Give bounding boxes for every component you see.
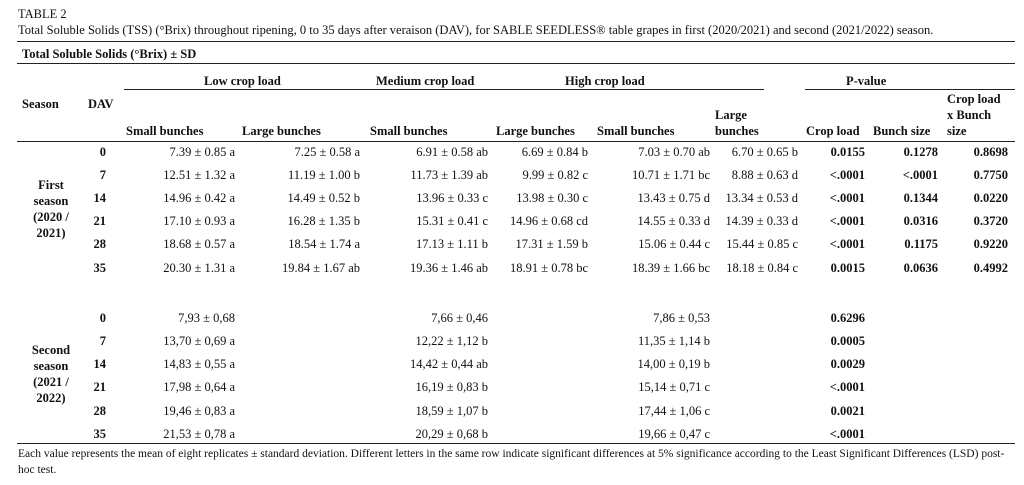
- dav-cell: 7: [99, 334, 106, 348]
- value-cell-low-l: 7.25 ± 0.58 a: [294, 145, 360, 159]
- value-cell-med-l: 6.69 ± 0.84 b: [521, 145, 588, 159]
- season-label-line: Second: [31, 343, 71, 357]
- table-caption: Total Soluble Solids (TSS) (°Brix) throughout ripening, 0 to 35 days after veraison (DAV), for SABLE SEEDLESS® table grapes in first (2020/2021) and second (2021/2022) season.: [18, 23, 934, 37]
- header-interaction-line2: x Bunch: [947, 108, 992, 122]
- value-cell-med-l: 14.96 ± 0.68 cd: [509, 214, 588, 228]
- value-cell-p-crop: 0.0005: [830, 334, 865, 348]
- value-cell-p-crop: <.0001: [829, 191, 865, 205]
- value-cell-p-crop: <.0001: [829, 168, 865, 182]
- value-cell-high: 19,66 ± 0,47 c: [638, 427, 710, 441]
- season-label-line: (2021 /: [33, 375, 69, 389]
- season-label-second: [16, 342, 86, 406]
- value-cell-high: 7,86 ± 0,53: [653, 311, 710, 325]
- value-cell-high: 14,00 ± 0,19 b: [637, 357, 710, 371]
- header-medium-crop-load: Medium crop load: [376, 74, 475, 88]
- value-cell-high-s: 10.71 ± 1.71 bc: [631, 168, 710, 182]
- header-bottom-rule: [17, 141, 1015, 142]
- header-high-large-line1: Large: [715, 108, 747, 122]
- value-cell-p-crop: <.0001: [829, 237, 865, 251]
- value-cell-p-crop: <.0001: [829, 427, 865, 441]
- header-p-value: P-value: [846, 74, 887, 88]
- value-cell-p-crop: 0.6296: [830, 311, 865, 325]
- value-cell-low: 14,83 ± 0,55 a: [163, 357, 235, 371]
- value-cell-p-bunch: 0.1175: [904, 237, 938, 251]
- value-cell-med-s: 6.91 ± 0.58 ab: [416, 145, 488, 159]
- value-cell-low-s: 14.96 ± 0.42 a: [163, 191, 235, 205]
- value-cell-med-l: 9.99 ± 0.82 c: [522, 168, 588, 182]
- value-cell-p-inter: 0.7750: [973, 168, 1008, 182]
- header-dav: DAV: [88, 97, 114, 111]
- value-cell-p-bunch: <.0001: [902, 168, 938, 182]
- value-cell-low: 13,70 ± 0,69 a: [163, 334, 235, 348]
- value-cell-low-s: 20.30 ± 1.31 a: [163, 261, 235, 275]
- subtitle-rule: [17, 63, 1015, 64]
- value-cell-low: 21,53 ± 0,78 a: [163, 427, 235, 441]
- value-cell-high: 17,44 ± 1,06 c: [638, 404, 710, 418]
- dav-cell: 21: [93, 380, 106, 394]
- season-label-line: season: [33, 194, 69, 208]
- value-cell-high-l: 6.70 ± 0.65 b: [731, 145, 798, 159]
- value-cell-low-s: 18.68 ± 0.57 a: [163, 237, 235, 251]
- value-cell-high-l: 13.34 ± 0.53 d: [725, 191, 798, 205]
- value-cell-p-inter: 0.9220: [973, 237, 1008, 251]
- pvalue-header-rule: [805, 89, 1015, 90]
- season-label-line: 2021): [36, 226, 66, 240]
- value-cell-high-s: 15.06 ± 0.44 c: [638, 237, 710, 251]
- value-cell-p-bunch: 0.1344: [903, 191, 938, 205]
- value-cell-p-crop: 0.0155: [830, 145, 865, 159]
- value-cell-high-l: 15.44 ± 0.85 c: [726, 237, 798, 251]
- value-cell-high: 11,35 ± 1,14 b: [637, 334, 710, 348]
- value-cell-high: 15,14 ± 0,71 c: [638, 380, 710, 394]
- value-cell-low: 7,93 ± 0,68: [178, 311, 235, 325]
- value-cell-p-inter: 0.8698: [973, 145, 1008, 159]
- header-low-small: Small bunches: [126, 124, 204, 138]
- value-cell-p-crop: 0.0015: [830, 261, 865, 275]
- dav-cell: 21: [93, 214, 106, 228]
- season-label-line: season: [33, 359, 69, 373]
- header-crop-load: Crop load: [806, 124, 860, 138]
- value-cell-low-l: 16.28 ± 1.35 b: [287, 214, 360, 228]
- dav-cell: 14: [93, 191, 106, 205]
- header-low-crop-load: Low crop load: [204, 74, 281, 88]
- value-cell-low-l: 18.54 ± 1.74 a: [288, 237, 360, 251]
- value-cell-p-bunch: 0.0636: [903, 261, 938, 275]
- top-rule: [17, 41, 1015, 42]
- value-cell-med: 12,22 ± 1,12 b: [415, 334, 488, 348]
- value-cell-p-bunch: 0.0316: [903, 214, 938, 228]
- value-cell-p-crop: <.0001: [829, 214, 865, 228]
- value-cell-low-l: 14.49 ± 0.52 b: [287, 191, 360, 205]
- header-interaction-line1: Crop load: [947, 92, 1001, 106]
- value-cell-med: 7,66 ± 0,46: [431, 311, 488, 325]
- value-cell-med-s: 17.13 ± 1.11 b: [415, 237, 488, 251]
- value-cell-med: 18,59 ± 1,07 b: [415, 404, 488, 418]
- value-cell-med-l: 13.98 ± 0.30 c: [516, 191, 588, 205]
- season-label-first: [16, 177, 86, 241]
- header-interaction-line3: size: [947, 124, 967, 138]
- dav-cell: 28: [93, 237, 106, 251]
- season-label-line: First: [38, 178, 64, 192]
- value-cell-p-inter: 0.0220: [973, 191, 1008, 205]
- header-season: Season: [22, 97, 59, 111]
- value-cell-low-l: 11.19 ± 1.00 b: [287, 168, 360, 182]
- header-med-large: Large bunches: [496, 124, 575, 138]
- dav-cell: 7: [99, 168, 106, 182]
- value-cell-high-l: 8.88 ± 0.63 d: [731, 168, 798, 182]
- value-cell-high-l: 14.39 ± 0.33 d: [725, 214, 798, 228]
- value-cell-p-bunch: 0.1278: [903, 145, 938, 159]
- value-cell-low-s: 17.10 ± 0.93 a: [163, 214, 235, 228]
- value-cell-med-s: 11.73 ± 1.39 ab: [410, 168, 488, 182]
- dav-cell: 35: [93, 427, 106, 441]
- value-cell-med-s: 19.36 ± 1.46 ab: [409, 261, 488, 275]
- season-label-line: (2020 /: [33, 210, 69, 224]
- value-cell-high-s: 7.03 ± 0.70 ab: [638, 145, 710, 159]
- header-med-small: Small bunches: [370, 124, 448, 138]
- table-footnote: Each value represents the mean of eight replicates ± standard deviation. Different letters in the same row indicate significant differences at 5% significance according to the Least Significant Differences (LSD) post-hoc test.: [18, 448, 1005, 476]
- value-cell-p-crop: <.0001: [829, 380, 865, 394]
- value-cell-med-s: 15.31 ± 0.41 c: [416, 214, 488, 228]
- value-cell-high-s: 13.43 ± 0.75 d: [637, 191, 710, 205]
- header-high-small: Small bunches: [597, 124, 675, 138]
- value-cell-med-l: 18.91 ± 0.78 bc: [509, 261, 588, 275]
- header-high-large-line2: bunches: [715, 124, 759, 138]
- header-high-crop-load: High crop load: [565, 74, 645, 88]
- header-low-large: Large bunches: [242, 124, 321, 138]
- table-label: TABLE 2: [18, 7, 67, 21]
- value-cell-low-s: 7.39 ± 0.85 a: [169, 145, 235, 159]
- value-cell-med-l: 17.31 ± 1.59 b: [515, 237, 588, 251]
- value-cell-med: 20,29 ± 0,68 b: [415, 427, 488, 441]
- value-cell-low: 17,98 ± 0,64 a: [163, 380, 235, 394]
- value-cell-p-crop: 0.0021: [830, 404, 865, 418]
- value-cell-low-s: 12.51 ± 1.32 a: [163, 168, 235, 182]
- dav-cell: 0: [99, 145, 106, 159]
- dav-cell: 28: [93, 404, 106, 418]
- value-cell-high-s: 18.39 ± 1.66 bc: [631, 261, 710, 275]
- value-cell-p-inter: 0.3720: [973, 214, 1008, 228]
- value-cell-high-l: 18.18 ± 0.84 c: [726, 261, 798, 275]
- group-header-rule: [124, 89, 764, 90]
- value-cell-p-crop: 0.0029: [830, 357, 865, 371]
- value-cell-med: 16,19 ± 0,83 b: [415, 380, 488, 394]
- value-cell-med: 14,42 ± 0,44 ab: [409, 357, 488, 371]
- season-label-line: 2022): [36, 391, 66, 405]
- value-cell-med-s: 13.96 ± 0.33 c: [416, 191, 488, 205]
- dav-cell: 35: [93, 261, 106, 275]
- header-bunch-size: Bunch size: [873, 124, 931, 138]
- value-cell-high-s: 14.55 ± 0.33 d: [637, 214, 710, 228]
- value-cell-low-l: 19.84 ± 1.67 ab: [281, 261, 360, 275]
- dav-cell: 0: [99, 311, 106, 325]
- table-subtitle: Total Soluble Solids (°Brix) ± SD: [22, 47, 197, 61]
- value-cell-p-inter: 0.4992: [973, 261, 1008, 275]
- value-cell-low: 19,46 ± 0,83 a: [163, 404, 235, 418]
- dav-cell: 14: [93, 357, 106, 371]
- bottom-rule: [17, 443, 1015, 444]
